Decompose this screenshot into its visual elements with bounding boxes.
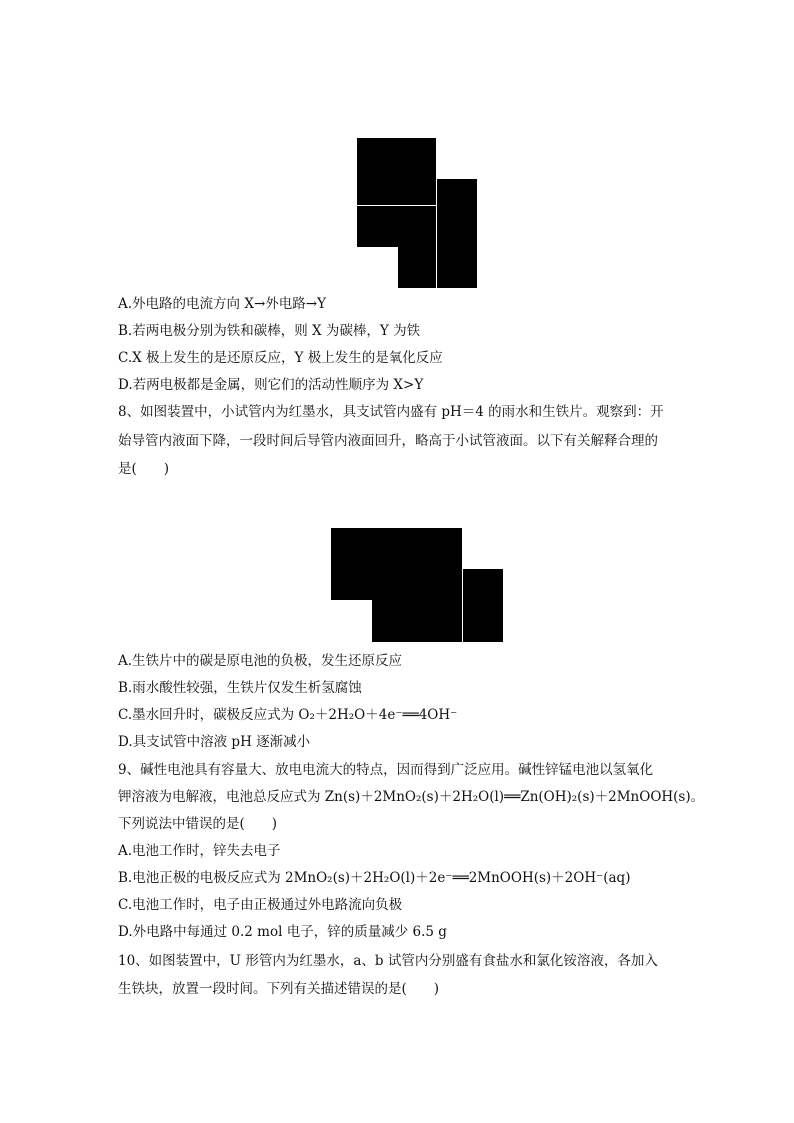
q10-stem-line-2: 生铁块，放置一段时间。下列有关描述错误的是( ) xyxy=(118,981,440,997)
q8-stem-line-2: 始导管内液面下降，一段时间后导管内液面回升，略高于小试管液面。以下有关解释合理的 xyxy=(118,433,658,449)
q9-stem-line-3: 下列说法中错误的是( ) xyxy=(118,816,278,832)
q9-option-b: B.电池正极的电极反应式为 2MnO₂(s)＋2H₂O(l)＋2e⁻══2MnOOH(s)＋2OH⁻(aq) xyxy=(118,870,631,886)
q9-stem-line-2: 钾溶液为电解液，电池总反应式为 Zn(s)＋2MnO₂(s)＋2H₂O(l)══Zn(OH)₂(s)＋2MnOOH(s)。 xyxy=(118,789,705,805)
q9-option-d: D.外电路中每通过 0.2 mol 电子，锌的质量减少 6.5 g xyxy=(118,924,447,940)
q9-stem-line-1: 9、碱性电池具有容量大、放电电流大的特点，因而得到广泛应用。碱性锌锰电池以氢氧化 xyxy=(118,762,654,778)
q8-option-b: B.雨水酸性较强，生铁片仅发生析氢腐蚀 xyxy=(118,680,362,696)
q8-stem-line-1: 8、如图装置中，小试管内为红墨水，具支试管内盛有 pH＝4 的雨水和生铁片。观察到：开 xyxy=(118,404,664,420)
q9-option-c: C.电池工作时，电子由正极通过外电路流向负极 xyxy=(118,897,403,913)
q9-option-a: A.电池工作时，锌失去电子 xyxy=(118,843,281,859)
q7-option-c: C.X 极上发生的是还原反应，Y 极上发生的是氧化反应 xyxy=(118,350,443,366)
q7-option-a: A.外电路的电流方向 X→外电路→Y xyxy=(118,296,326,312)
q7-option-b: B.若两电极分别为铁和碳棒，则 X 为碳棒，Y 为铁 xyxy=(118,323,421,339)
q8-option-d: D.具支试管中溶液 pH 逐渐减小 xyxy=(118,734,311,750)
q8-stem-line-3: 是( ) xyxy=(118,461,170,477)
q8-option-a: A.生铁片中的碳是原电池的负极，发生还原反应 xyxy=(118,653,403,669)
q7-option-d: D.若两电极都是金属，则它们的活动性顺序为 X>Y xyxy=(118,377,424,393)
q8-option-c: C.墨水回升时，碳极反应式为 O₂＋2H₂O＋4e⁻══4OH⁻ xyxy=(118,707,458,723)
q10-stem-line-1: 10、如图装置中，U 形管内为红墨水，a、b 试管内分别盛有食盐水和氯化铵溶液，各加入 xyxy=(118,953,658,969)
